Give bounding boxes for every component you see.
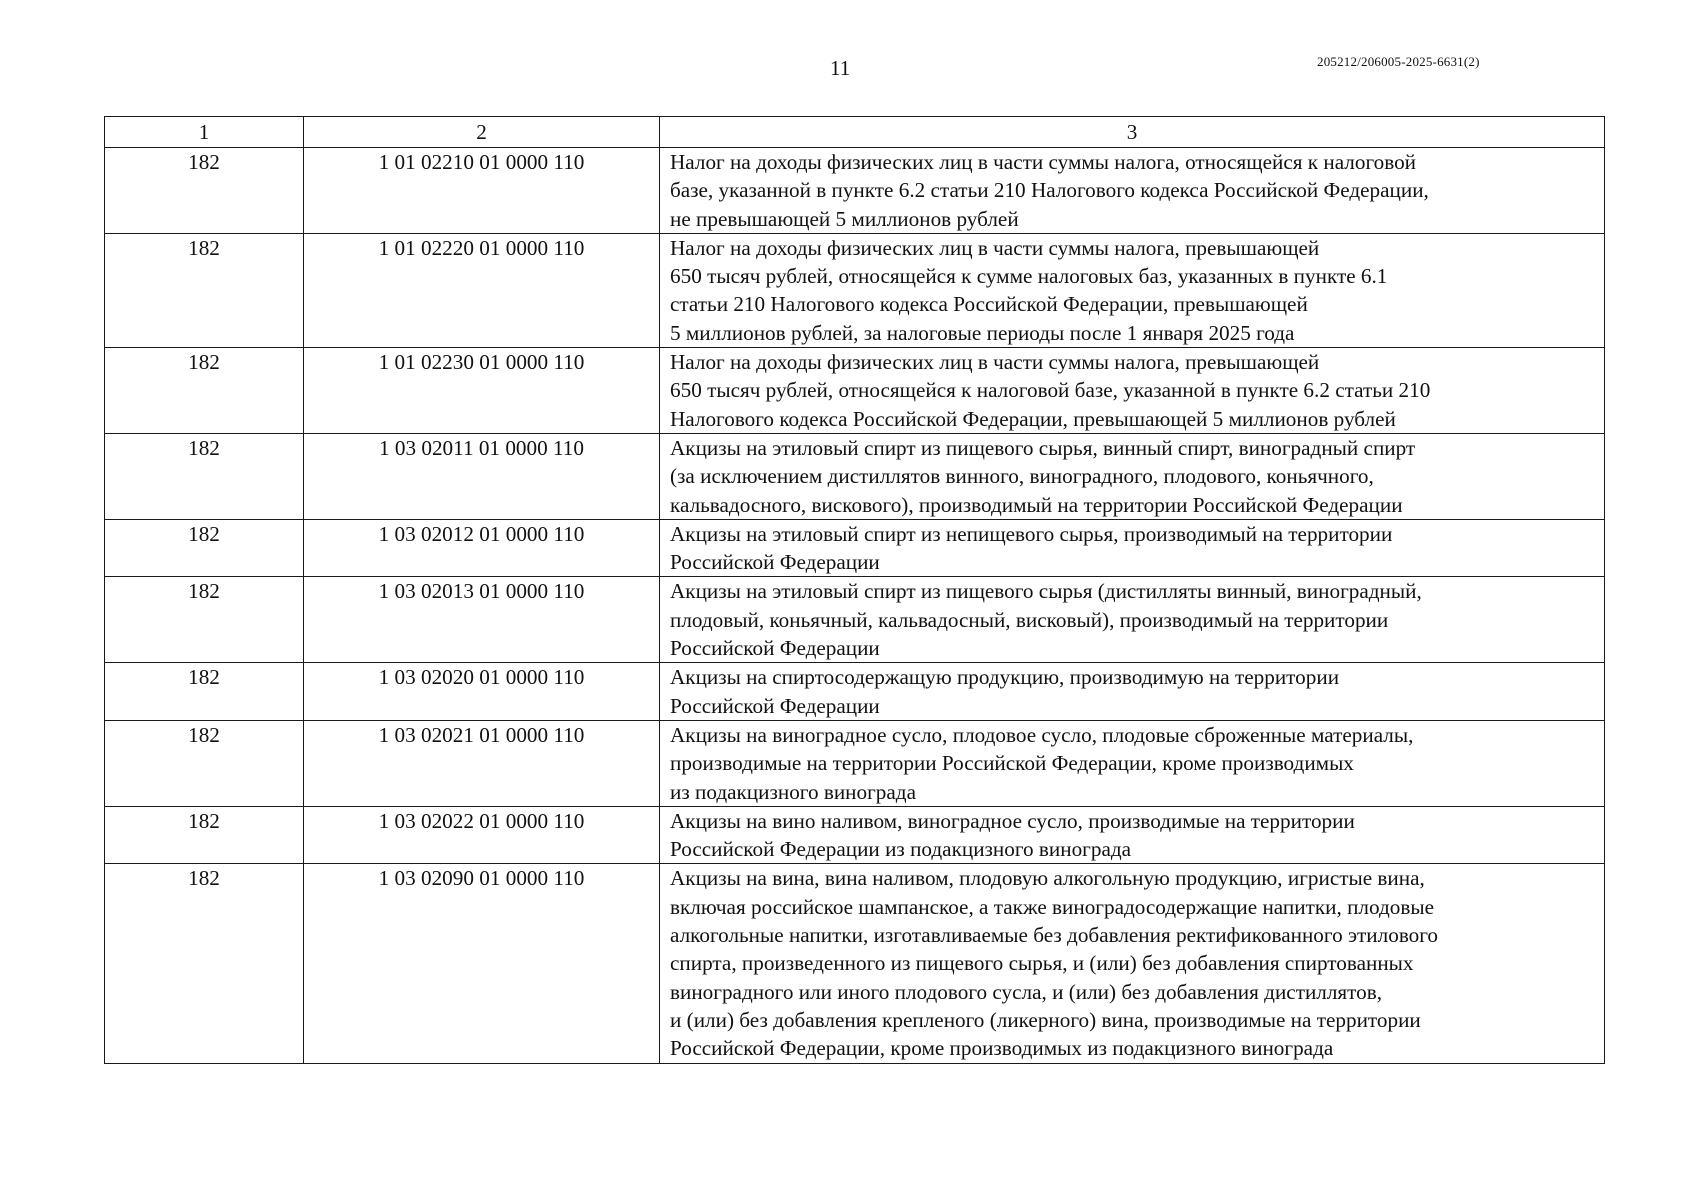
agency-code-cell: 182 bbox=[105, 806, 304, 864]
description-cell bbox=[660, 348, 1605, 434]
table-row bbox=[105, 864, 1605, 1063]
budget-code-cell: 1 01 02220 01 0000 110 bbox=[304, 233, 660, 347]
description-cell bbox=[660, 433, 1605, 519]
budget-code-cell: 1 03 02013 01 0000 110 bbox=[304, 577, 660, 663]
agency-code-cell: 182 bbox=[105, 519, 304, 577]
document-id: 205212/206005-2025-6631(2) bbox=[1317, 54, 1480, 69]
agency-code-cell: 182 bbox=[105, 348, 304, 434]
description-text: Акцизы на этиловый спирт из пищевого сырья, винный спирт, виноградный спирт (за исключением дистиллятов винного, виноградного, плодового, коньячного, кальвадосного, вискового), производимый на территории Российской Федерации bbox=[670, 435, 1416, 517]
table-row bbox=[105, 663, 1605, 721]
column-header-1: 1 bbox=[105, 117, 304, 148]
description-cell bbox=[660, 720, 1605, 806]
budget-code-cell: 1 03 02012 01 0000 110 bbox=[304, 519, 660, 577]
table-row bbox=[105, 806, 1605, 864]
table-row bbox=[105, 519, 1605, 577]
page-number: 11 bbox=[830, 56, 851, 80]
table-row bbox=[105, 720, 1605, 806]
description-text: Налог на доходы физических лиц в части суммы налога, превышающей 650 тысяч рублей, относящейся к сумме налоговых баз, указанных в пункте 6.1 статьи 210 Налогового кодекса Российской Федерации, превышающей 5 миллионов рублей, за налоговые периоды после 1 января 2025 года bbox=[670, 235, 1388, 345]
table-row bbox=[105, 233, 1605, 347]
budget-code-cell: 1 01 02210 01 0000 110 bbox=[304, 148, 660, 234]
table-row bbox=[105, 148, 1605, 234]
column-header-3: 3 bbox=[660, 117, 1605, 148]
agency-code-cell: 182 bbox=[105, 433, 304, 519]
budget-code-cell: 1 03 02021 01 0000 110 bbox=[304, 720, 660, 806]
description-text: Акцизы на виноградное сусло, плодовое сусло, плодовые сброженные материалы, производимые на территории Российской Федерации, кроме производимых из подакцизного винограда bbox=[670, 722, 1414, 804]
agency-code-cell: 182 bbox=[105, 720, 304, 806]
description-cell bbox=[660, 864, 1605, 1063]
table-header-row bbox=[105, 117, 1605, 148]
table-row bbox=[105, 433, 1605, 519]
table-row bbox=[105, 348, 1605, 434]
budget-code-cell: 1 01 02230 01 0000 110 bbox=[304, 348, 660, 434]
description-text: Акцизы на этиловый спирт из непищевого сырья, производимый на территории Российской Федерации bbox=[670, 521, 1393, 575]
agency-code-cell: 182 bbox=[105, 663, 304, 721]
description-text: Акцизы на вино наливом, виноградное сусло, производимые на территории Российской Федерации из подакцизного винограда bbox=[670, 808, 1355, 862]
table-row bbox=[105, 577, 1605, 663]
description-text: Акцизы на вина, вина наливом, плодовую алкогольную продукцию, игристые вина, включая российское шампанское, а также виноградосодержащие напитки, плодовые алкогольные напитки, изготавливаемые без добавления ректификованного этилового спирта, произведенного из пищевого сырья, и (или) без добавления спиртованных виноградного или иного плодового сусла, и (или) без добавления дистиллятов, и (или) без добавления крепленого (ликерного) вина, производимые на территории Российской Федерации, кроме производимых из подакцизного винограда bbox=[670, 866, 1439, 1061]
budget-code-cell: 1 03 02011 01 0000 110 bbox=[304, 433, 660, 519]
description-text: Налог на доходы физических лиц в части суммы налога, превышающей 650 тысяч рублей, относящейся к налоговой базе, указанной в пункте 6.2 статьи 210 Налогового кодекса Российской Федерации, превышающей 5 миллионов рублей bbox=[670, 350, 1431, 431]
budget-code-cell: 1 03 02020 01 0000 110 bbox=[304, 663, 660, 721]
description-cell bbox=[660, 519, 1605, 577]
description-text: Акцизы на спиртосодержащую продукцию, производимую на территории Российской Федерации bbox=[670, 665, 1340, 718]
description-cell bbox=[660, 806, 1605, 864]
description-cell bbox=[660, 148, 1605, 234]
agency-code-cell: 182 bbox=[105, 148, 304, 234]
agency-code-cell: 182 bbox=[105, 864, 304, 1063]
revenue-code-table bbox=[104, 116, 1605, 1064]
description-cell bbox=[660, 233, 1605, 347]
budget-code-cell: 1 03 02090 01 0000 110 bbox=[304, 864, 660, 1063]
budget-code-cell: 1 03 02022 01 0000 110 bbox=[304, 806, 660, 864]
description-text: Налог на доходы физических лиц в части суммы налога, относящейся к налоговой базе, указанной в пункте 6.2 статьи 210 Налогового кодекса Российской Федерации, не превышающей 5 миллионов рублей bbox=[670, 150, 1429, 231]
description-text: Акцизы на этиловый спирт из пищевого сырья (дистилляты винный, виноградный, плодовый, коньячный, кальвадосный, висковый), производимый на территории Российской Федерации bbox=[670, 579, 1422, 661]
agency-code-cell: 182 bbox=[105, 577, 304, 663]
description-cell bbox=[660, 577, 1605, 663]
description-cell bbox=[660, 663, 1605, 721]
column-header-2: 2 bbox=[304, 117, 660, 148]
agency-code-cell: 182 bbox=[105, 233, 304, 347]
